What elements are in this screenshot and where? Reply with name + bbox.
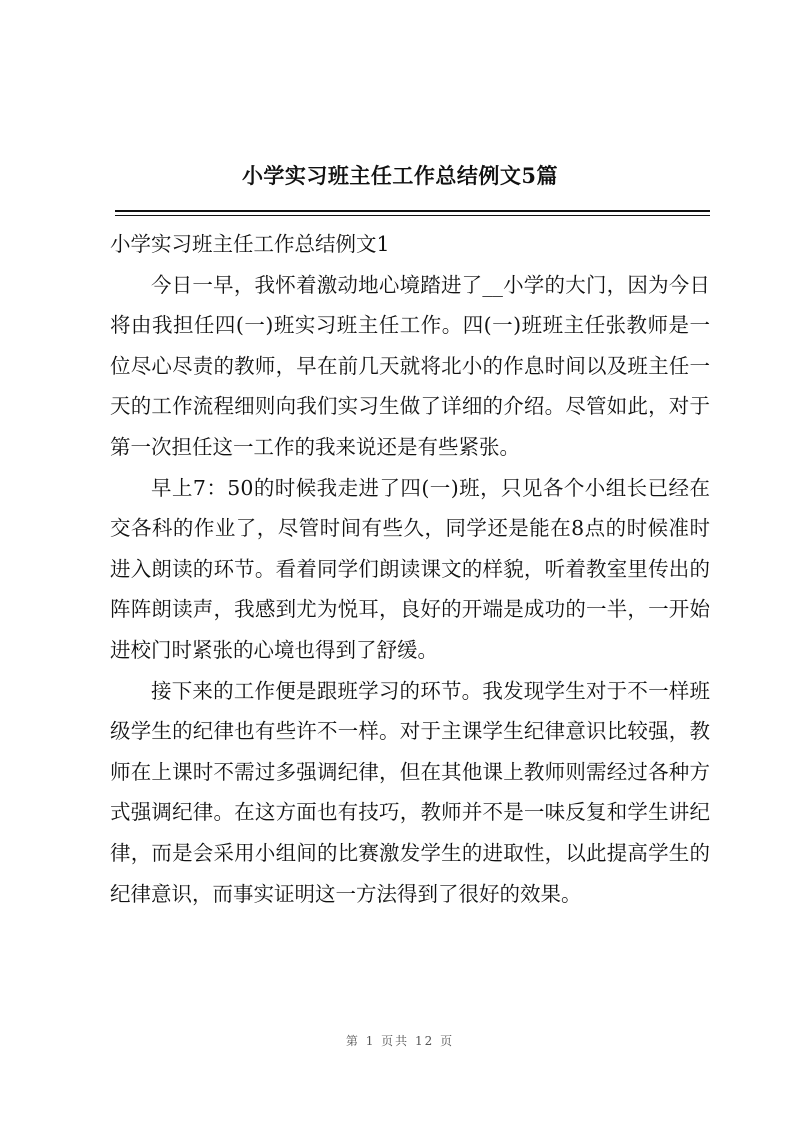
title-rule-thin [115,215,710,216]
paragraph-3: 接下来的工作便是跟班学习的环节。我发现学生对于不一样班级学生的纪律也有些许不一样。对于主课学生纪律意识比较强，教师在上课时不需过多强调纪律，但在其他课上教师则需经过各种方式强调纪律。在这方面也有技巧，教师并不是一味反复和学生讲纪律，而是会采用小组间的比赛激发学生的进取性，以此提高学生的纪律意识，而事实证明这一方法得到了很好的效果。 [110,678,710,906]
document-title: 小学实习班主任工作总结例文5篇 [241,163,559,188]
page-footer: 第 1 页共 12 页 [345,1034,455,1048]
section-title: 小学实习班主任工作总结例文1 [110,232,390,256]
document-body [110,224,710,914]
title-rule-thick [115,210,710,212]
paragraph-1: 今日一早，我怀着激动地心境踏进了__小学的大门，因为今日将由我担任四(一)班实习班主任工作。四(一)班班主任张教师是一位尽心尽责的教师，早在前几天就将北小的作息时间以及班主任一天的工作流程细则向我们实习生做了详细的介绍。尽管如此，对于第一次担任这一工作的我来说还是有些紧张。 [110,272,710,459]
paragraph-2: 早上7：50的时候我走进了四(一)班，只见各个小组长已经在交各科的作业了，尽管时间有些久，同学还是能在8点的时候准时进入朗读的环节。看着同学们朗读课文的样貌，听着教室里传出的阵阵朗读声，我感到尤为悦耳，良好的开端是成功的一半，一开始进校门时紧张的心境也得到了舒缓。 [110,475,710,662]
